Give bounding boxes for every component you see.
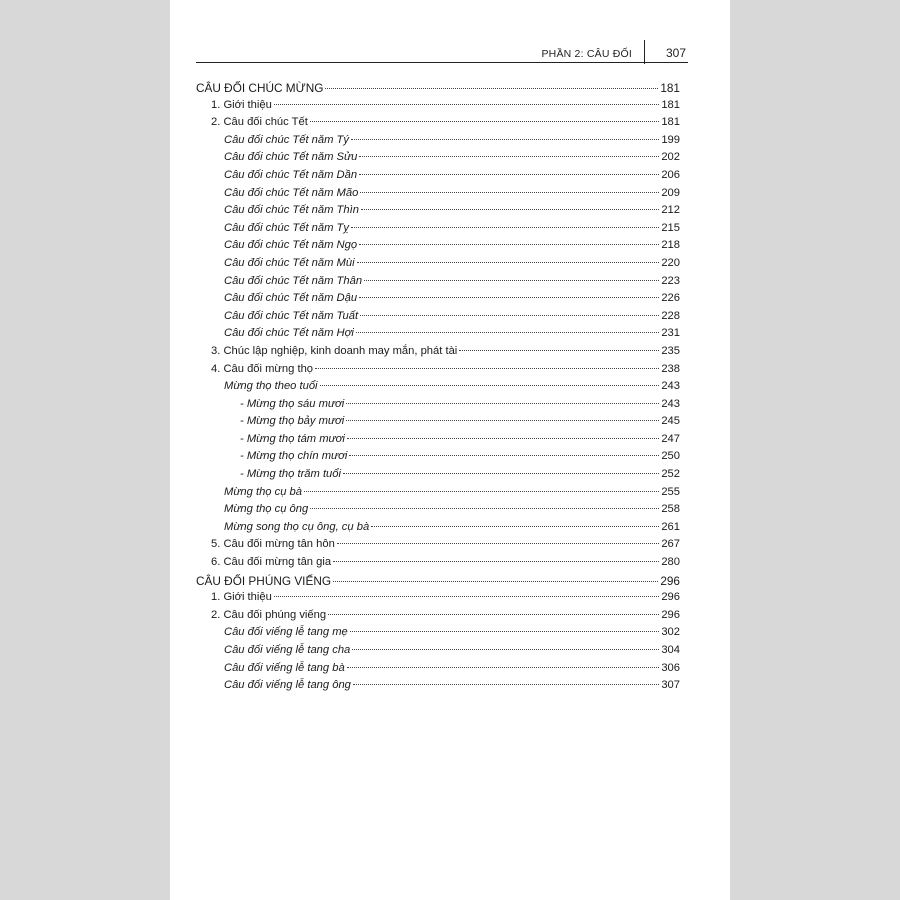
dot-leader [315, 368, 659, 369]
toc-entry-page: 231 [661, 327, 680, 340]
toc-entry [196, 239, 680, 257]
toc-entry-label: Mừng thọ cụ ông [224, 503, 309, 516]
toc-entry-label: CÂU ĐỐI PHÚNG VIẾNG [196, 573, 332, 588]
toc-entry-page: 218 [661, 239, 680, 252]
dot-leader [343, 473, 659, 474]
toc-entry-label: Mừng thọ theo tuổi [224, 380, 318, 393]
toc-entry-page: 280 [661, 556, 680, 569]
toc-entry-label: Câu đối viếng lễ tang mẹ [224, 626, 348, 639]
dot-leader [337, 543, 660, 544]
dot-leader [346, 403, 659, 404]
toc-entry [196, 345, 680, 363]
table-of-contents [196, 81, 680, 697]
toc-entry-page: 302 [661, 626, 680, 639]
dot-leader [274, 596, 660, 597]
toc-entry-page: 215 [661, 221, 680, 234]
dot-leader [325, 88, 658, 89]
dot-leader [347, 438, 659, 439]
dot-leader [459, 350, 659, 351]
toc-entry-page: 243 [661, 397, 680, 410]
toc-entry-page: 296 [661, 608, 680, 621]
dot-leader [352, 649, 659, 650]
toc-entry [196, 204, 680, 222]
dot-leader [333, 581, 658, 582]
toc-entry [196, 134, 680, 152]
dot-leader [359, 156, 659, 157]
toc-entry-label: Câu đối chúc Tết năm Tuất [224, 309, 359, 322]
toc-entry [196, 222, 680, 240]
dot-leader [360, 192, 659, 193]
dot-leader [310, 508, 659, 509]
page-number: 307 [665, 46, 686, 60]
toc-entry-page: 261 [661, 520, 680, 533]
toc-entry-label: CÂU ĐỐI CHÚC MỪNG [196, 81, 324, 95]
toc-entry-label: Mừng thọ cụ bà [224, 485, 302, 498]
dot-leader [356, 332, 659, 333]
toc-entry-label: Câu đối chúc Tết năm Dậu [224, 292, 358, 305]
toc-entry-page: 206 [661, 168, 680, 181]
toc-entry-page: 199 [661, 133, 680, 146]
dot-leader [360, 315, 659, 316]
dot-leader [353, 684, 659, 685]
dot-leader [333, 561, 659, 562]
toc-entry [196, 503, 680, 521]
toc-entry [196, 275, 680, 293]
toc-entry-label: - Mừng thọ sáu mươi [240, 397, 345, 410]
toc-entry-label: Câu đối chúc Tết năm Mùi [224, 256, 355, 269]
toc-entry-label: - Mừng thọ bảy mươi [240, 415, 345, 428]
toc-entry [196, 609, 680, 627]
toc-entry-label: Câu đối chúc Tết năm Tỵ [224, 221, 349, 234]
dot-leader [347, 667, 660, 668]
dot-leader [364, 280, 659, 281]
toc-entry-label: Câu đối chúc Tết năm Thìn [224, 204, 359, 217]
dot-leader [359, 297, 659, 298]
toc-entry-label: 1. Giới thiệu [211, 591, 272, 604]
book-page [170, 0, 730, 900]
toc-entry [196, 99, 680, 117]
toc-entry-label: Câu đối chúc Tết năm Ngọ [224, 239, 358, 252]
toc-entry-label: Câu đối chúc Tết năm Mão [224, 186, 359, 199]
toc-entry-page: 223 [661, 274, 680, 287]
dot-leader [328, 614, 659, 615]
toc-entry [196, 380, 680, 398]
toc-entry [196, 310, 680, 328]
toc-entry-label: - Mừng thọ tám mươi [240, 432, 345, 445]
toc-entry-page: 267 [661, 538, 680, 551]
dot-leader [351, 227, 659, 228]
header-divider [644, 40, 646, 64]
toc-entry-page: 181 [660, 81, 680, 95]
toc-entry-page: 235 [661, 344, 680, 357]
dot-leader [357, 262, 660, 263]
dot-leader [320, 385, 660, 386]
toc-entry-label: Câu đối chúc Tết năm Dần [224, 168, 358, 181]
toc-entry-page: 296 [661, 591, 680, 604]
toc-entry-page: 252 [661, 468, 680, 481]
toc-entry [196, 679, 680, 697]
toc-section-heading [196, 81, 680, 99]
toc-entry [196, 187, 680, 205]
dot-leader [346, 420, 659, 421]
toc-entry-label: Câu đối chúc Tết năm Tý [224, 133, 349, 146]
toc-entry [196, 662, 680, 680]
dot-leader [359, 244, 659, 245]
toc-entry [196, 151, 680, 169]
toc-entry-label: 5. Câu đối mừng tân hôn [211, 538, 335, 551]
toc-entry [196, 292, 680, 310]
toc-entry [196, 591, 680, 609]
toc-entry-label: - Mừng thọ chín mươi [240, 450, 348, 463]
toc-entry [196, 257, 680, 275]
toc-entry-page: 212 [661, 204, 680, 217]
toc-entry [196, 644, 680, 662]
dot-leader [359, 174, 659, 175]
toc-entry-page: 228 [661, 309, 680, 322]
toc-entry [196, 468, 680, 486]
dot-leader [351, 139, 659, 140]
toc-entry [196, 169, 680, 187]
toc-entry [196, 556, 680, 574]
toc-entry-label: 1. Giới thiệu [211, 98, 272, 111]
toc-entry-page: 258 [661, 503, 680, 516]
toc-entry-page: 245 [661, 415, 680, 428]
toc-entry-page: 226 [661, 292, 680, 305]
toc-entry-page: 306 [661, 661, 680, 674]
toc-entry-label: 3. Chúc lập nghiệp, kinh doanh may mắn, phát tài [211, 344, 458, 357]
toc-entry-page: 238 [661, 362, 680, 375]
toc-entry [196, 363, 680, 381]
toc-entry [196, 327, 680, 345]
toc-entry [196, 521, 680, 539]
toc-entry-page: 255 [661, 485, 680, 498]
toc-entry-label: Mừng song thọ cụ ông, cụ bà [224, 520, 370, 533]
toc-entry [196, 450, 680, 468]
toc-entry [196, 538, 680, 556]
toc-entry [196, 415, 680, 433]
dot-leader [304, 491, 659, 492]
toc-entry-page: 209 [661, 186, 680, 199]
toc-entry-label: Câu đối viếng lễ tang cha [224, 644, 351, 656]
toc-entry-label: - Mừng thọ trăm tuổi [240, 468, 341, 481]
toc-entry [196, 486, 680, 504]
toc-entry-page: 220 [661, 256, 680, 269]
toc-entry [196, 398, 680, 416]
toc-entry [196, 433, 680, 451]
toc-entry [196, 626, 680, 644]
toc-entry-label: 6. Câu đối mừng tân gia [211, 556, 332, 569]
toc-entry-label: 2. Câu đối chúc Tết [211, 116, 308, 129]
running-head [196, 44, 688, 63]
toc-entry-page: 181 [661, 116, 680, 129]
toc-entry-label: Câu đối chúc Tết năm Thân [224, 274, 363, 287]
toc-entry-label: Câu đối viếng lễ tang ông [224, 679, 351, 692]
toc-entry [196, 116, 680, 134]
toc-entry-page: 250 [661, 450, 680, 463]
toc-entry-page: 243 [661, 380, 680, 393]
dot-leader [349, 455, 659, 456]
toc-entry-label: 4. Câu đối mừng thọ [211, 362, 314, 375]
toc-entry-label: Câu đối chúc Tết năm Sửu [224, 151, 358, 164]
toc-entry-page: 307 [661, 679, 680, 692]
toc-section-heading [196, 574, 680, 592]
toc-entry-page: 181 [661, 98, 680, 111]
toc-entry-label: Câu đối viếng lễ tang bà [224, 661, 345, 674]
dot-leader [371, 526, 659, 527]
toc-entry-page: 296 [660, 573, 680, 588]
toc-entry-page: 304 [661, 644, 680, 656]
toc-entry-page: 247 [661, 432, 680, 445]
section-title: PHẦN 2: CÂU ĐỐI [541, 48, 632, 60]
toc-entry-label: 2. Câu đối phúng viếng [211, 608, 327, 621]
dot-leader [350, 631, 660, 632]
toc-entry-label: Câu đối chúc Tết năm Hợi [224, 327, 354, 340]
dot-leader [310, 121, 660, 122]
dot-leader [361, 209, 659, 210]
toc-entry-page: 202 [661, 151, 680, 164]
dot-leader [274, 104, 660, 105]
